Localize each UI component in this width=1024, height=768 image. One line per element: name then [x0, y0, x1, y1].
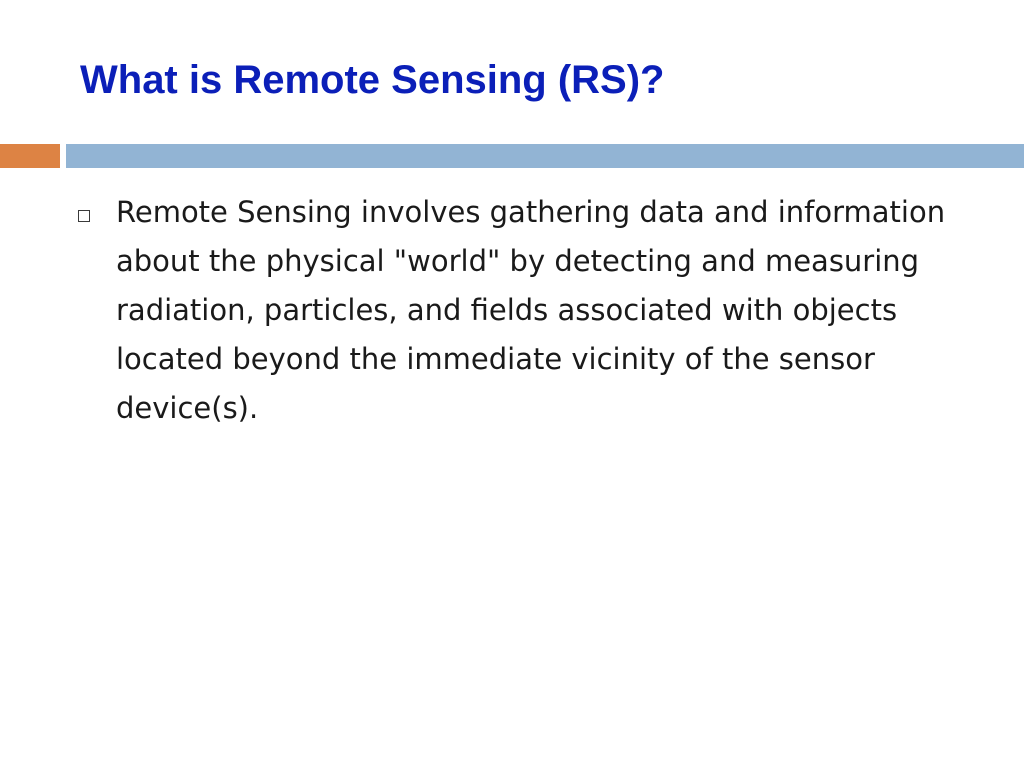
- bullet-item: [78, 188, 978, 433]
- slide-title: What is Remote Sensing (RS)?: [80, 58, 665, 102]
- bullet-text: Remote Sensing involves gathering data and information about the physical "world" by detecting and measuring radiation, particles, and fields associated with objects located beyond the immediate vicinity of the sensor device(s).: [116, 195, 946, 425]
- bullet-list: [78, 188, 978, 433]
- accent-bar-orange: [0, 144, 60, 168]
- accent-bar-blue: [66, 144, 1024, 168]
- hollow-square-bullet-icon: [78, 210, 90, 222]
